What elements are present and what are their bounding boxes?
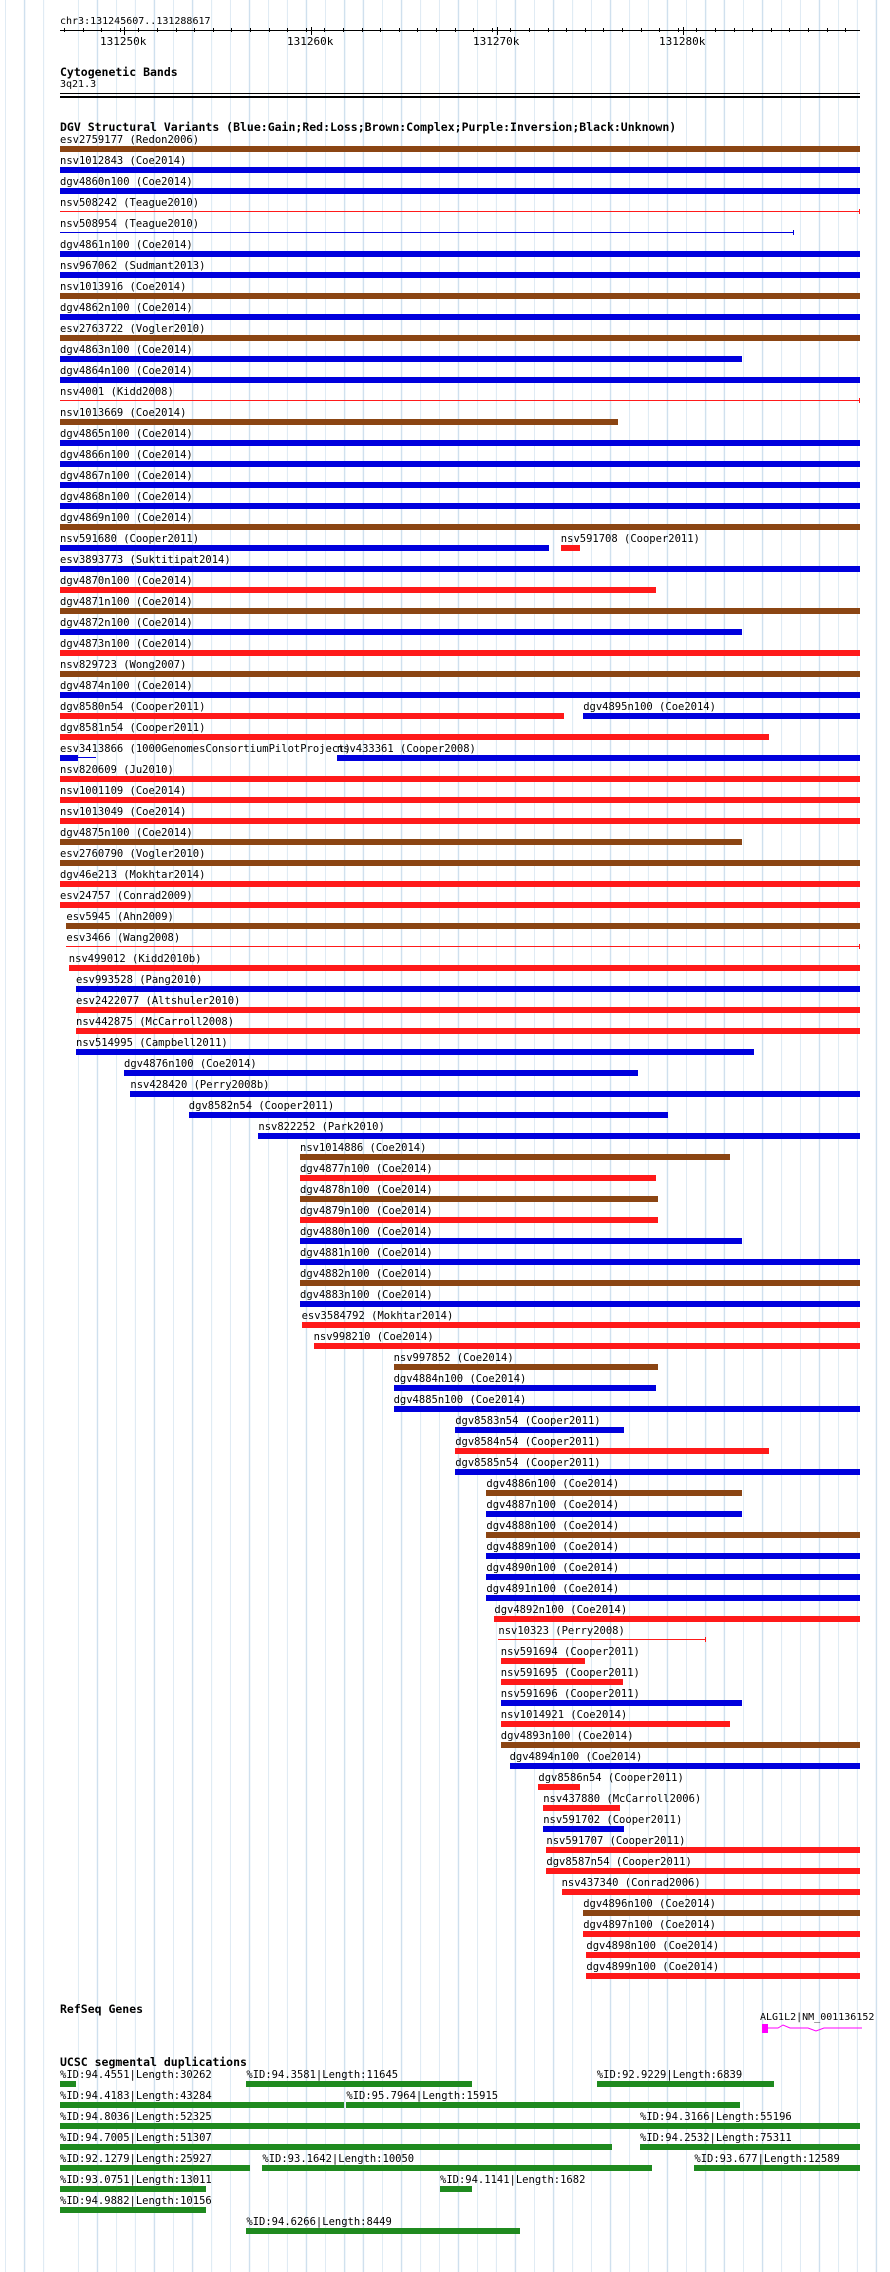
variant-bar[interactable] [60,860,860,866]
variant-bar[interactable] [60,713,564,719]
variant-bar[interactable] [546,1868,860,1874]
variant-bar[interactable] [60,461,860,467]
variant-label[interactable]: esv2763722 (Vogler2010) [60,323,206,335]
segdup-label[interactable]: %ID:95.7964|Length:15915 [346,2090,499,2102]
segdup-label[interactable]: %ID:94.3581|Length:11645 [246,2069,399,2081]
variant-bar[interactable] [586,1973,860,1979]
variant-label[interactable]: dgv4873n100 (Coe2014) [60,638,193,650]
dgv-track-title[interactable]: DGV Structural Variants (Blue:Gain;Red:Loss;Brown:Complex;Purple:Inversion;Black:Unknown) [60,120,677,134]
ruler-minor-tick [138,28,139,32]
variant-bar[interactable] [60,167,860,173]
ruler-minor-tick [789,28,790,32]
variant-bar[interactable] [60,608,860,614]
variant-bar[interactable] [583,713,860,719]
variant-label[interactable]: dgv4865n100 (Coe2014) [60,428,193,440]
variant-bar[interactable] [60,776,860,782]
variant-label[interactable]: dgv4871n100 (Coe2014) [60,596,193,608]
variant-bar[interactable] [486,1574,860,1580]
variant-bar[interactable] [60,839,742,845]
variant-bar[interactable] [60,671,860,677]
variant-label[interactable]: dgv4882n100 (Coe2014) [300,1268,433,1280]
segdup-bar[interactable] [440,2186,472,2192]
variant-label[interactable]: nsv820609 (Ju2010) [60,764,174,776]
variant-label[interactable]: nsv591694 (Cooper2011) [500,1646,640,1658]
variant-bar[interactable] [60,587,656,593]
segdup-bar[interactable] [246,2228,520,2234]
variant-bar[interactable] [60,314,860,320]
variant-label[interactable]: dgv8582n54 (Cooper2011) [188,1100,335,1112]
variant-label[interactable]: dgv4893n100 (Coe2014) [500,1730,634,1742]
variant-label[interactable]: esv2422077 (Altshuler2010) [76,995,241,1007]
segdup-label[interactable]: %ID:94.9882|Length:10156 [60,2195,212,2207]
ruler-minor-tick [808,28,809,32]
variant-label[interactable]: nsv437880 (McCarroll2006) [543,1793,702,1805]
variant-label[interactable]: dgv4896n100 (Coe2014) [583,1898,716,1910]
variant-bar[interactable] [314,1343,860,1349]
variant-bar[interactable] [455,1448,769,1454]
variant-label[interactable]: dgv8580n54 (Cooper2011) [60,701,206,713]
variant-bar[interactable] [76,1049,754,1055]
variant-bar[interactable] [60,818,860,824]
variant-label[interactable]: esv2760790 (Vogler2010) [60,848,206,860]
variant-bar[interactable] [258,1133,860,1139]
ruler-tick [124,27,125,35]
variant-label[interactable]: nsv10323 (Perry2008) [498,1625,625,1637]
ruler-minor-tick [399,28,400,32]
ruler-minor-tick [64,28,65,32]
variant-bar[interactable] [60,251,860,257]
variant-label[interactable]: dgv8585n54 (Cooper2011) [455,1457,601,1469]
variant-label[interactable]: dgv4898n100 (Coe2014) [586,1940,720,1952]
segdup-bar[interactable] [640,2123,860,2129]
variant-bar[interactable] [394,1406,860,1412]
variant-bar[interactable] [124,1070,638,1076]
ruler-tick [311,27,312,35]
segdup-bar[interactable] [60,2144,612,2150]
variant-bar[interactable] [455,1427,624,1433]
variant-end-cap [705,1637,706,1642]
gene-intron-line[interactable] [768,2020,862,2034]
variant-label[interactable]: dgv46e213 (Mokhtar2014) [60,869,206,881]
variant-end-cap [859,944,860,949]
ruler-minor-tick [771,28,772,32]
ruler-minor-tick [324,28,325,32]
ruler-minor-tick [678,28,679,32]
variant-label[interactable]: dgv4895n100 (Coe2014) [583,701,716,713]
variant-label[interactable]: nsv591702 (Cooper2011) [543,1814,683,1826]
refseq-track-title[interactable]: RefSeq Genes [60,2002,144,2016]
variant-bar[interactable] [60,400,860,401]
ruler-minor-tick [585,28,586,32]
variant-bar[interactable] [60,146,860,152]
ruler-minor-tick [176,28,177,32]
variant-label[interactable]: esv3413866 (1000GenomesConsortiumPilotProject) [60,743,351,755]
ruler-minor-tick [510,28,511,32]
variant-bar[interactable] [300,1196,658,1202]
ruler-coordinates: chr3:131245607..131288617 [60,16,211,27]
variant-bar[interactable] [60,545,549,551]
variant-bar[interactable] [60,650,860,656]
ruler-minor-tick [436,28,437,32]
segdup-bar[interactable] [60,2165,250,2171]
variant-label[interactable]: dgv4894n100 (Coe2014) [509,1751,643,1763]
variant-label[interactable]: dgv4874n100 (Coe2014) [60,680,193,692]
variant-bar[interactable] [60,797,860,803]
variant-bar[interactable] [69,965,860,971]
variant-bar[interactable] [300,1154,730,1160]
variant-bar[interactable] [586,1952,860,1958]
variant-label[interactable]: dgv8583n54 (Cooper2011) [455,1415,601,1427]
variant-bar[interactable] [543,1826,624,1832]
ruler-tick-label: 131270k [473,35,520,48]
variant-bar[interactable] [455,1469,860,1475]
variant-label[interactable]: nsv1013916 (Coe2014) [60,281,187,293]
variant-bar[interactable] [60,440,860,446]
variant-label[interactable]: nsv1014886 (Coe2014) [300,1142,427,1154]
segdup-bar[interactable] [346,2102,740,2108]
variant-label[interactable]: dgv4881n100 (Coe2014) [300,1247,433,1259]
variant-label[interactable]: dgv4867n100 (Coe2014) [60,470,193,482]
variant-end-cap [793,230,794,235]
variant-bar[interactable] [60,377,860,383]
variant-label[interactable]: dgv4892n100 (Coe2014) [494,1604,628,1616]
variant-label[interactable]: dgv4880n100 (Coe2014) [300,1226,433,1238]
variant-label[interactable]: nsv822252 (Park2010) [258,1121,385,1133]
variant-label[interactable]: nsv508242 (Teague2010) [60,197,200,209]
variant-label[interactable]: esv24757 (Conrad2009) [60,890,193,902]
ruler-minor-tick [213,28,214,32]
segdup-bar[interactable] [60,2207,206,2213]
ruler-minor-tick [455,28,456,32]
segdup-bar[interactable] [60,2102,344,2108]
variant-label[interactable]: dgv4890n100 (Coe2014) [486,1562,620,1574]
variant-label[interactable]: nsv1001109 (Coe2014) [60,785,187,797]
ruler-minor-tick [696,28,697,32]
variant-bar[interactable] [300,1175,656,1181]
variant-bar[interactable] [562,1889,860,1895]
variant-label[interactable]: dgv8581n54 (Cooper2011) [60,722,206,734]
segdup-bar[interactable] [262,2165,652,2171]
cytoband-label: 3q21.3 [60,79,97,90]
ruler-tick [683,27,684,35]
variant-label[interactable]: dgv4878n100 (Coe2014) [300,1184,433,1196]
segdup-label[interactable]: %ID:94.7005|Length:51307 [60,2132,212,2144]
ruler-minor-tick [417,28,418,32]
variant-label[interactable]: nsv442875 (McCarroll2008) [76,1016,235,1028]
variant-label[interactable]: dgv4899n100 (Coe2014) [586,1961,720,1973]
ruler-minor-tick [101,28,102,32]
variant-label[interactable]: dgv4866n100 (Coe2014) [60,449,193,461]
variant-label[interactable]: nsv1013049 (Coe2014) [60,806,187,818]
variant-bar[interactable] [189,1112,668,1118]
ruler-tick-label: 131280k [659,35,706,48]
variant-label[interactable]: dgv4891n100 (Coe2014) [486,1583,620,1595]
variant-bar[interactable] [561,545,580,551]
variant-label[interactable]: dgv4868n100 (Coe2014) [60,491,193,503]
ruler-minor-tick [715,28,716,32]
variant-label[interactable]: nsv514995 (Campbell2011) [76,1037,228,1049]
segdup-label[interactable]: %ID:93.677|Length:12589 [694,2153,840,2165]
variant-label[interactable]: nsv997852 (Coe2014) [393,1352,514,1364]
variant-bar[interactable] [60,524,860,530]
segdup-label[interactable]: %ID:92.1279|Length:25927 [60,2153,212,2165]
segdup-label[interactable]: %ID:93.0751|Length:13011 [60,2174,212,2186]
variant-bar[interactable] [60,503,860,509]
variant-label[interactable]: dgv4876n100 (Coe2014) [124,1058,257,1070]
variant-bar[interactable] [76,1028,860,1034]
variant-label[interactable]: dgv4883n100 (Coe2014) [300,1289,433,1301]
variant-bar[interactable] [130,1091,860,1097]
variant-bar[interactable] [394,1385,656,1391]
segdup-track-title[interactable]: UCSC segmental duplications [60,2055,247,2069]
variant-label[interactable]: dgv4877n100 (Coe2014) [300,1163,433,1175]
variant-bar[interactable] [543,1805,620,1811]
variant-bar[interactable] [60,482,860,488]
variant-bar[interactable] [60,692,860,698]
variant-bar[interactable] [486,1553,860,1559]
variant-bar[interactable] [546,1847,860,1853]
variant-bar[interactable] [76,986,860,992]
ruler-minor-tick [157,28,158,32]
variant-label[interactable]: esv2759177 (Redon2006) [60,134,200,146]
variant-bar[interactable] [494,1616,860,1622]
variant-label[interactable]: dgv4885n100 (Coe2014) [393,1394,527,1406]
variant-label[interactable]: nsv591695 (Cooper2011) [500,1667,640,1679]
ruler-minor-tick [306,28,307,32]
variant-bar[interactable] [538,1784,580,1790]
ruler-minor-tick [492,28,493,32]
variant-label[interactable]: dgv4863n100 (Coe2014) [60,344,193,356]
ruler-minor-tick [231,28,232,32]
variant-bar[interactable] [501,1700,742,1706]
variant-bar[interactable] [583,1931,860,1937]
variant-bar[interactable] [583,1910,860,1916]
variant-label[interactable]: dgv4875n100 (Coe2014) [60,827,193,839]
variant-bar[interactable] [300,1217,658,1223]
variant-bar[interactable] [60,881,860,887]
segdup-bar[interactable] [640,2144,860,2150]
variant-label[interactable]: nsv829723 (Wong2007) [60,659,187,671]
variant-bar[interactable] [486,1511,741,1517]
variant-bar[interactable] [302,1322,860,1328]
cytoband-line [60,93,860,94]
variant-bar[interactable] [300,1238,742,1244]
variant-label[interactable]: nsv1013669 (Coe2014) [60,407,187,419]
variant-label[interactable]: dgv4886n100 (Coe2014) [486,1478,620,1490]
ruler-line [60,30,860,31]
variant-bar[interactable] [486,1595,860,1601]
variant-label[interactable]: nsv433361 (Cooper2008) [336,743,476,755]
ruler-tick-label: 131260k [287,35,334,48]
variant-end-cap [859,209,860,214]
variant-label[interactable]: nsv591708 (Cooper2011) [560,533,700,545]
variant-label[interactable]: nsv1012843 (Coe2014) [60,155,187,167]
variant-bar[interactable] [300,1301,860,1307]
segdup-label[interactable]: %ID:94.3166|Length:55196 [640,2111,792,2123]
variant-label[interactable]: dgv4872n100 (Coe2014) [60,617,193,629]
variant-label[interactable]: esv993528 (Pang2010) [76,974,203,986]
variant-bar[interactable] [60,211,860,212]
variant-label[interactable]: nsv591696 (Cooper2011) [500,1688,640,1700]
segdup-bar[interactable] [597,2081,775,2087]
ruler-minor-tick [641,28,642,32]
variant-label[interactable]: dgv4887n100 (Coe2014) [486,1499,620,1511]
variant-label[interactable]: dgv4884n100 (Coe2014) [393,1373,527,1385]
cytoband-band[interactable] [60,96,860,98]
variant-label[interactable]: nsv508954 (Teague2010) [60,218,200,230]
ruler-minor-tick [343,28,344,32]
variant-label[interactable]: nsv967062 (Sudmant2013) [60,260,206,272]
ruler-minor-tick [827,28,828,32]
segdup-label[interactable]: %ID:94.6266|Length:8449 [246,2216,392,2228]
variant-bar[interactable] [60,566,860,572]
ruler-minor-tick [529,28,530,32]
variant-bar[interactable] [300,1280,860,1286]
variant-bar[interactable] [60,356,742,362]
ruler-minor-tick [380,28,381,32]
ruler-minor-tick [120,28,121,32]
variant-label[interactable]: nsv1014921 (Coe2014) [500,1709,628,1721]
variant-bar[interactable] [76,1007,860,1013]
segdup-bar[interactable] [246,2081,472,2087]
variant-bar[interactable] [66,946,860,947]
variant-label[interactable]: dgv4888n100 (Coe2014) [486,1520,620,1532]
variant-bar[interactable] [501,1658,585,1664]
variant-connector [78,757,96,758]
segdup-label[interactable]: %ID:94.8036|Length:52325 [60,2111,212,2123]
ruler-minor-tick [362,28,363,32]
ruler-minor-tick [250,28,251,32]
variant-label[interactable]: nsv591680 (Cooper2011) [60,533,200,545]
segdup-bar[interactable] [60,2123,666,2129]
ruler-minor-tick [548,28,549,32]
variant-label[interactable]: dgv4897n100 (Coe2014) [583,1919,716,1931]
variant-bar[interactable] [60,755,78,761]
variant-bar[interactable] [60,419,618,425]
segdup-bar[interactable] [60,2186,206,2192]
segdup-label[interactable]: %ID:94.4551|Length:30262 [60,2069,212,2081]
ruler-tick [497,27,498,35]
variant-label[interactable]: dgv8586n54 (Cooper2011) [538,1772,684,1784]
variant-label[interactable]: esv5945 (Ahn2009) [66,911,174,923]
variant-end-cap [859,398,860,403]
variant-label[interactable]: dgv4870n100 (Coe2014) [60,575,193,587]
variant-bar[interactable] [501,1721,731,1727]
ruler-minor-tick [752,28,753,32]
cytoband-track-title[interactable]: Cytogenetic Bands [60,65,178,79]
variant-bar[interactable] [60,734,769,740]
variant-bar[interactable] [510,1763,860,1769]
ruler-minor-tick [269,28,270,32]
ruler-minor-tick [659,28,660,32]
variant-label[interactable]: nsv437340 (Conrad2006) [561,1877,701,1889]
variant-label[interactable]: dgv8587n54 (Cooper2011) [546,1856,692,1868]
ruler-minor-tick [603,28,604,32]
variant-bar[interactable] [337,755,860,761]
variant-bar[interactable] [498,1639,706,1640]
ruler-minor-tick [566,28,567,32]
variant-bar[interactable] [60,293,860,299]
variant-label[interactable]: nsv591707 (Cooper2011) [546,1835,686,1847]
variant-bar[interactable] [60,188,860,194]
variant-label[interactable]: dgv4860n100 (Coe2014) [60,176,193,188]
gene-label[interactable]: ALG1L2|NM_001136152 [760,2012,875,2023]
variant-bar[interactable] [60,629,742,635]
segdup-label[interactable]: %ID:94.4183|Length:43284 [60,2090,212,2102]
variant-bar[interactable] [486,1490,741,1496]
segdup-label[interactable]: %ID:94.2532|Length:75311 [640,2132,792,2144]
variant-label[interactable]: dgv4862n100 (Coe2014) [60,302,193,314]
segdup-bar[interactable] [60,2081,76,2087]
segdup-label[interactable]: %ID:92.9229|Length:6839 [596,2069,743,2081]
variant-label[interactable]: dgv4864n100 (Coe2014) [60,365,193,377]
ruler-minor-tick [622,28,623,32]
variant-label[interactable]: dgv4861n100 (Coe2014) [60,239,193,251]
variant-label[interactable]: esv3893773 (Suktitipat2014) [60,554,231,566]
variant-label[interactable]: dgv4879n100 (Coe2014) [300,1205,433,1217]
variant-bar[interactable] [501,1742,860,1748]
ruler-minor-tick [83,28,84,32]
variant-label[interactable]: esv3466 (Wang2008) [66,932,181,944]
variant-label[interactable]: dgv8584n54 (Cooper2011) [455,1436,601,1448]
variant-bar[interactable] [486,1532,860,1538]
variant-bar[interactable] [66,923,860,929]
variant-bar[interactable] [60,272,860,278]
variant-label[interactable]: nsv998210 (Coe2014) [313,1331,434,1343]
variant-label[interactable]: nsv499012 (Kidd2010b) [68,953,202,965]
segdup-label[interactable]: %ID:94.1141|Length:1682 [440,2174,586,2186]
ruler-minor-tick [287,28,288,32]
variant-bar[interactable] [60,232,794,233]
ruler-minor-tick [845,28,846,32]
variant-bar[interactable] [60,902,860,908]
variant-label[interactable]: nsv4001 (Kidd2008) [60,386,174,398]
ruler-minor-tick [734,28,735,32]
segdup-bar[interactable] [694,2165,860,2171]
variant-label[interactable]: esv3584792 (Mokhtar2014) [301,1310,454,1322]
segdup-label[interactable]: %ID:93.1642|Length:10050 [262,2153,415,2165]
variant-label[interactable]: dgv4869n100 (Coe2014) [60,512,193,524]
variant-bar[interactable] [300,1259,860,1265]
variant-bar[interactable] [501,1679,623,1685]
ruler-tick-label: 131250k [100,35,147,48]
variant-bar[interactable] [60,335,860,341]
ruler-minor-tick [194,28,195,32]
variant-label[interactable]: dgv4889n100 (Coe2014) [486,1541,620,1553]
variant-label[interactable]: nsv428420 (Perry2008b) [130,1079,270,1091]
variant-bar[interactable] [394,1364,658,1370]
ruler-minor-tick [473,28,474,32]
